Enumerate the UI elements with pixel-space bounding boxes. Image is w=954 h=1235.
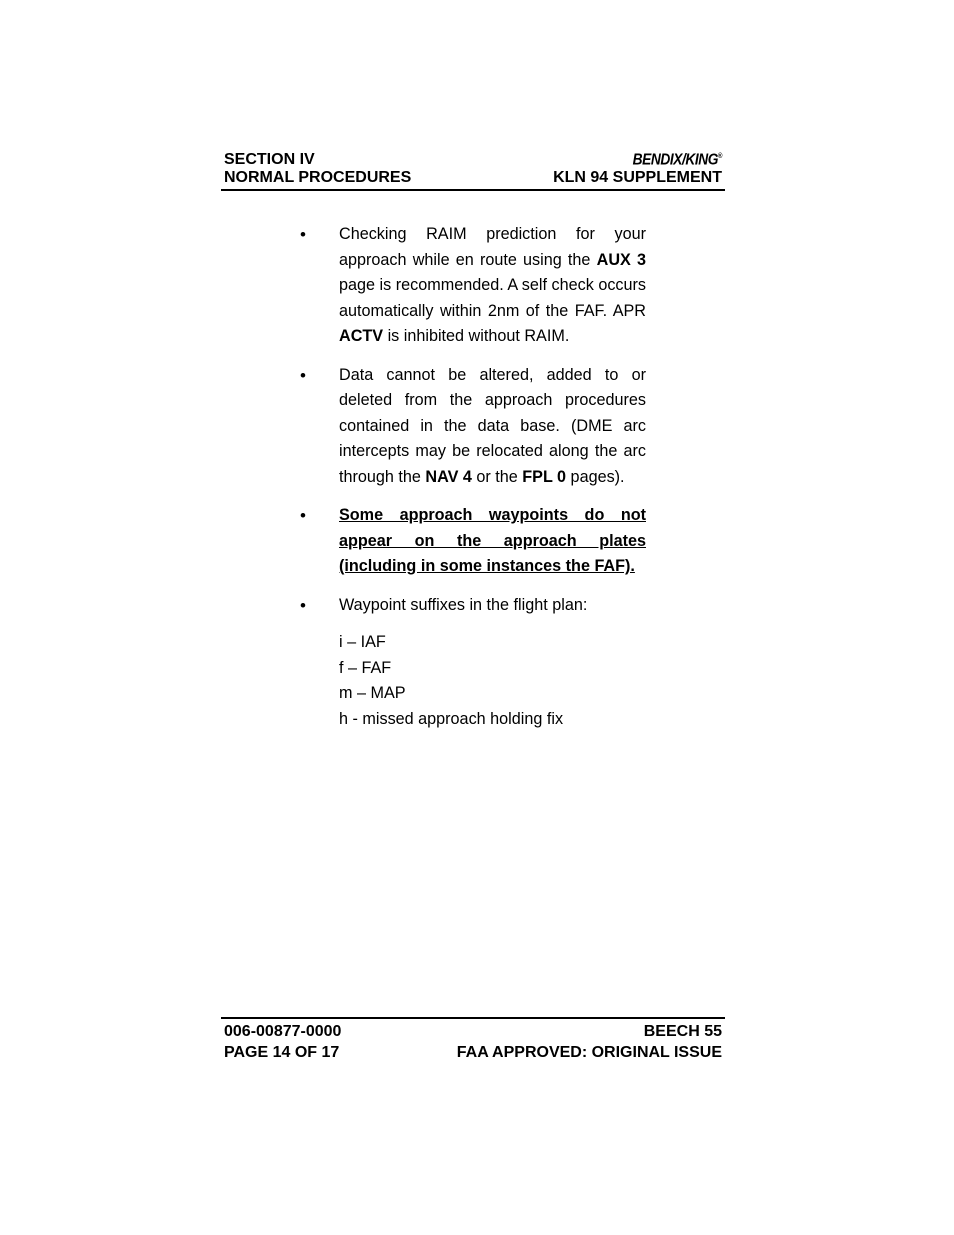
suffix-item: m – MAP [339, 684, 406, 703]
item-text [339, 363, 646, 491]
bullet: • [300, 506, 306, 525]
page-header [221, 146, 725, 191]
warning-text: Some approach waypoints do not appear on the approach plates (including in some instances the FAF). [339, 506, 646, 575]
page-number: PAGE 14 OF 17 [224, 1044, 340, 1061]
registered-mark: ® [717, 153, 722, 160]
supplement-title: KLN 94 SUPPLEMENT [553, 169, 722, 186]
text-run: or the [471, 467, 523, 486]
bullet: • [300, 225, 306, 244]
text-run: pages). [566, 467, 625, 486]
list-item-raim [296, 222, 646, 350]
footer-row-top [224, 1022, 722, 1042]
list-item-data-base [296, 363, 646, 491]
bendix-king-logo [632, 147, 722, 170]
header-row-bottom [224, 168, 722, 188]
page-footer [221, 1017, 725, 1063]
list-item-suffixes [296, 593, 646, 619]
footer-row-bottom [224, 1043, 722, 1063]
logo-text: BENDIX/KING [632, 151, 718, 169]
item-text [339, 222, 646, 350]
section-title: NORMAL PROCEDURES [224, 169, 412, 186]
suffix-item: i – IAF [339, 633, 386, 651]
approval-status: FAA APPROVED: ORIGINAL ISSUE [456, 1044, 722, 1061]
text-run: is inhibited without RAIM. [383, 327, 570, 345]
document-number: 006-00877-0000 [224, 1023, 342, 1040]
text-run: Data cannot be altered, added to or deleted from the approach procedures contained in the data base. (DME arc intercepts may be relocated along the arc through the [339, 365, 646, 486]
text-run: Checking RAIM prediction for your approach while en route using the [339, 225, 646, 269]
list-item-waypoint-warning [296, 503, 646, 580]
section-label: SECTION IV [224, 151, 315, 169]
nav-page-ref: NAV 4 [425, 467, 472, 486]
suffix-item: f – FAF [339, 658, 392, 677]
fpl-page-ref: FPL 0 [522, 467, 567, 486]
item-text: Waypoint suffixes in the flight plan: [339, 595, 588, 614]
text-run: page is recommended. A self check occurs automatically within 2nm of the FAF. APR [339, 276, 646, 320]
aircraft-model: BEECH 55 [643, 1023, 722, 1040]
header-row-top [224, 147, 722, 170]
actv-ref: ACTV [339, 327, 384, 345]
suffix-list [296, 630, 646, 733]
bullet: • [300, 595, 306, 615]
bullet: • [300, 365, 306, 385]
page-body [296, 222, 646, 733]
suffix-item: h - missed approach holding fix [339, 710, 564, 729]
aux-page-ref: AUX 3 [596, 250, 646, 269]
